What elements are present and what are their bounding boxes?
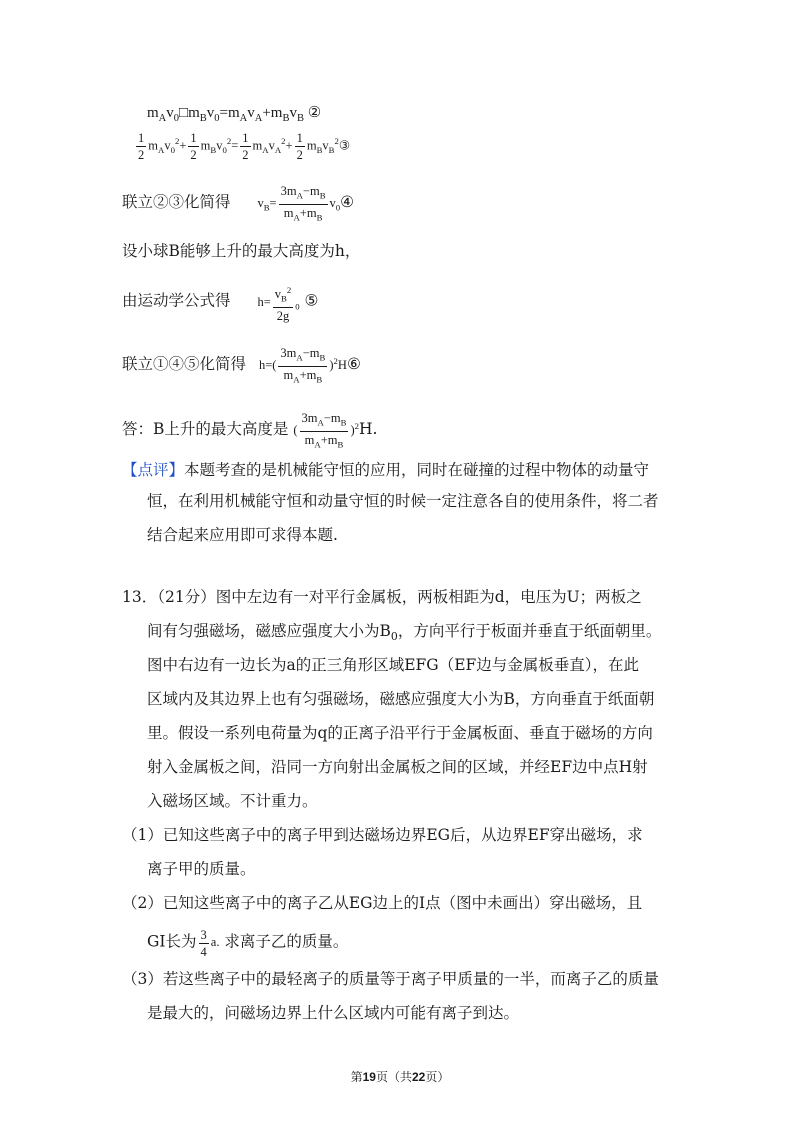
comment-text-1: 本题考查的是机械能守恒的应用，同时在碰撞的过程中物体的动量守 (184, 461, 650, 479)
eq5-prefix: 由运动学公式得 (122, 291, 231, 310)
footer-total-pages: 22 (412, 1070, 426, 1084)
problem-line-4: 区域内及其边界上也有匀强磁场，磁感应强度大小为B，方向垂直于纸面朝 (147, 690, 655, 708)
comment-label: 【点评】 (122, 461, 185, 479)
comment-line-1 (122, 460, 649, 480)
eq6-prefix: 联立①④⑤化简得 (122, 354, 247, 373)
question-2-line-2: GI长为 $\frac{3}{4}$ a. 求离子乙的质量。 (147, 928, 349, 959)
problem-line-2: 间有匀强磁场，磁感应强度大小为$B_0$，方向平行于板面并垂直于纸面朝里。 (147, 622, 662, 644)
question-3-line-1: （3）若这些离子中的最轻离子的质量等于离子甲质量的一半，而离子乙的质量 (122, 970, 659, 988)
problem-line-5: 里。假设一系列电荷量为q的正离子沿平行于金属板面、垂直于磁场的方向 (147, 724, 653, 742)
question-2-line-1: （2）已知这些离子中的离子乙从EG边上的I点（图中未画出）穿出磁场，且 (122, 894, 643, 912)
comment-line-3: 结合起来应用即可求得本题. (147, 526, 338, 544)
question-3-line-2: 是最大的，问磁场边界上什么区域内可能有离子到达。 (147, 1004, 520, 1022)
answer-prefix: 答：B上升的最大高度是 (122, 419, 289, 438)
equation-4-line: 联立②③化简得 $v_B=$ $\frac{3m_A-m_B}{m_A+m_B}$ $v_0④$ (122, 184, 355, 222)
eq4-prefix: 联立②③化简得 (122, 192, 231, 211)
question-1-line-2: 离子甲的质量。 (147, 860, 256, 878)
problem-line-6: 射入金属板之间，沿同一方向射出金属板之间的区域，并经EF边中点H射 (147, 758, 648, 776)
question-2-line-2b: 求离子乙的质量。 (224, 932, 349, 951)
problem-line-7: 入磁场区域。不计重力。 (147, 792, 318, 810)
equation-6-line: 联立①④⑤化简得 h=( $\frac{3m_A-m_B}{m_A+m_B}$ )$^2$H⑥ (122, 346, 361, 384)
footer-prefix: 第 (350, 1070, 363, 1084)
equation-2: $m_Av_0□m_Bv_0=m_Av_A+m_Bv_B$ ② (147, 105, 322, 124)
answer-line: 答：B上升的最大高度是 ( $\frac{3m_A-m_B}{m_A+m_B}$ )$^2$H. (122, 411, 378, 449)
problem-line-2a: 间有匀强磁场，磁感应强度大小为B (147, 622, 391, 640)
page-footer (0, 1068, 800, 1085)
equation-3: $\frac{1}{2}$ $m_Av_0^2+$ $\frac{1}{2}$ $m_Bv_0^2=$ $\frac{1}{2}$ $m_Av_A^2+$ $\frac{1}{2}$ $m_Bv_B^2③$ (138, 131, 351, 162)
problem-line-1: 13．（21分）图中左边有一对平行金属板，两板相距为d，电压为U；两板之 (122, 588, 642, 606)
question-1-line-1: （1）已知这些离子中的离子甲到达磁场边界EG后，从边界EF穿出磁场，求 (122, 826, 643, 844)
eq6-label: ⑥ (346, 354, 361, 373)
problem-line-2b: ，方向平行于板面并垂直于纸面朝里。 (397, 622, 662, 640)
footer-middle: 页（共 (375, 1070, 412, 1084)
footer-page-number: 19 (362, 1070, 376, 1084)
equation-5-line: 由运动学公式得 h= $\frac{v_B^2}{2g}$ $_0$ ⑤ (122, 282, 318, 324)
comment-line-2: 恒，在利用机械能守恒和动量守恒的时候一定注意各自的使用条件，将二者 (147, 492, 659, 510)
problem-line-3: 图中右边有一边长为a的正三角形区域EFG（EF边与金属板垂直），在此 (147, 656, 640, 674)
answer-suffix: H. (359, 419, 378, 438)
eq5-label: ⑤ (304, 291, 319, 310)
eq3-label: ③ (338, 138, 351, 153)
eq4-label: ④ (340, 192, 355, 211)
footer-suffix: 页） (425, 1070, 450, 1084)
height-statement: 设小球B能够上升的最大高度为h， (122, 242, 361, 260)
question-2-line-2a: GI长为 (147, 932, 197, 951)
